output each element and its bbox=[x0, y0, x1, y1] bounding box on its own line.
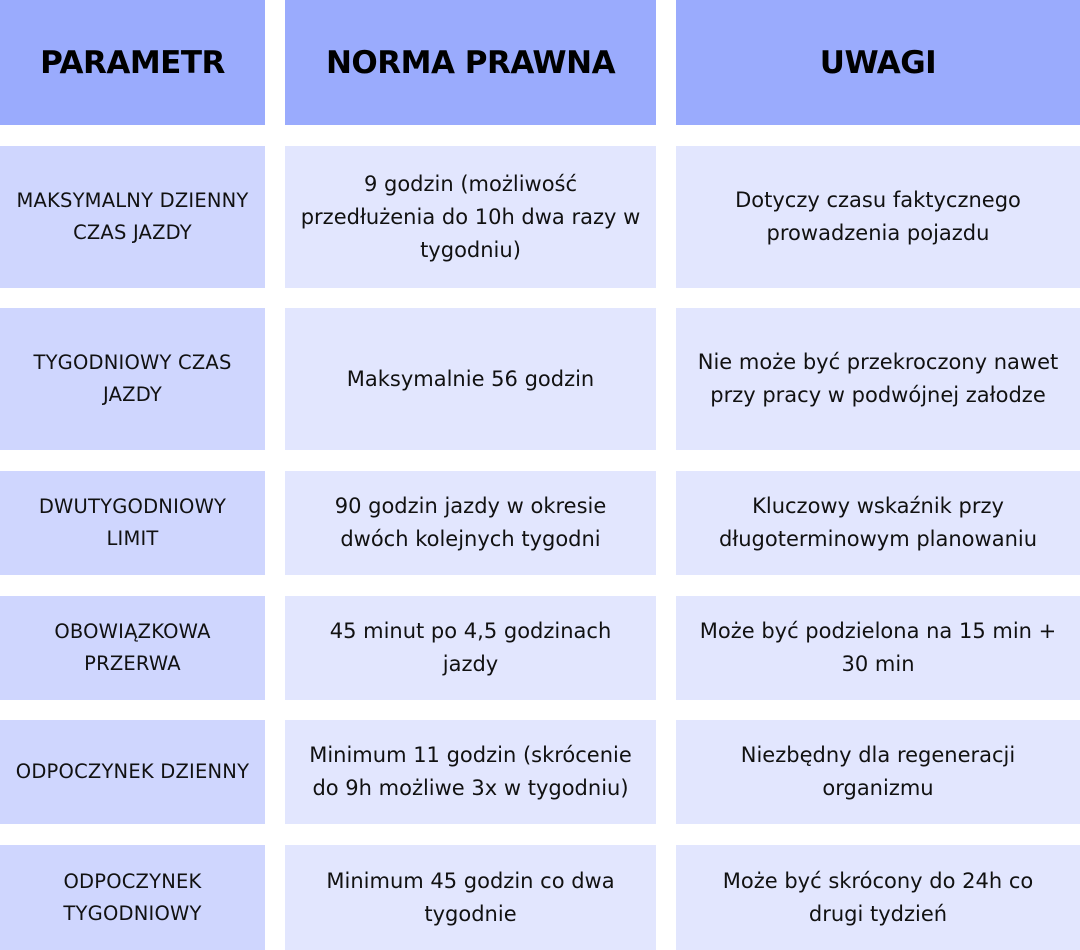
notes-text: Może być podzielona na 15 min + 30 min bbox=[699, 619, 1057, 676]
parameter-label: ODPOCZYNEK DZIENNY bbox=[15, 760, 250, 783]
notes-text: Dotyczy czasu faktycznego prowadzenia pojazdu bbox=[735, 188, 1021, 245]
norm-text: Minimum 11 godzin (skrócenie do 9h możliwe 3x w tygodniu) bbox=[309, 743, 632, 800]
norm-cell bbox=[285, 146, 656, 288]
notes-text: Kluczowy wskaźnik przy długoterminowym planowaniu bbox=[718, 494, 1038, 551]
parameter-cell bbox=[0, 596, 265, 700]
norm-cell bbox=[285, 596, 656, 700]
notes-cell bbox=[676, 596, 1080, 700]
notes-cell bbox=[676, 471, 1080, 575]
notes-text: Nie może być przekroczony nawet przy pracy w podwójnej załodze bbox=[697, 350, 1059, 407]
parameter-cell bbox=[0, 471, 265, 575]
column-header-notes bbox=[676, 0, 1080, 125]
norm-text: Maksymalnie 56 godzin bbox=[346, 366, 595, 391]
parameter-cell bbox=[0, 720, 265, 824]
norm-cell bbox=[285, 308, 656, 450]
parameter-label: DWUTYGODNIOWY LIMIT bbox=[38, 495, 227, 550]
norm-text: Minimum 45 godzin co dwa tygodnie bbox=[326, 868, 615, 926]
column-header-label: NORMA PRAWNA bbox=[325, 44, 616, 81]
notes-text: Niezbędny dla regeneracji organizmu bbox=[740, 743, 1016, 800]
notes-cell bbox=[676, 308, 1080, 450]
parameter-label: OBOWIĄZKOWA PRZERWA bbox=[54, 620, 211, 675]
column-header-label: UWAGI bbox=[819, 44, 937, 81]
parameter-label: ODPOCZYNEK TYGODNIOWY bbox=[63, 869, 202, 925]
column-header-label: PARAMETR bbox=[40, 44, 225, 81]
notes-cell bbox=[676, 845, 1080, 950]
norm-text: 45 minut po 4,5 godzinach jazdy bbox=[329, 619, 612, 676]
column-header-parameter bbox=[0, 0, 265, 125]
norm-cell bbox=[285, 720, 656, 824]
norm-cell bbox=[285, 845, 656, 950]
parameter-label: MAKSYMALNY DZIENNY CZAS JAZDY bbox=[16, 189, 249, 244]
notes-cell bbox=[676, 720, 1080, 824]
parameter-label: TYGODNIOWY CZAS JAZDY bbox=[33, 351, 232, 406]
norm-cell bbox=[285, 471, 656, 575]
parameter-cell bbox=[0, 308, 265, 450]
notes-text: Może być skrócony do 24h co drugi tydzień bbox=[722, 868, 1034, 926]
notes-cell bbox=[676, 146, 1080, 288]
parameter-cell bbox=[0, 146, 265, 288]
column-header-legal-norm bbox=[285, 0, 656, 125]
parameter-cell bbox=[0, 845, 265, 950]
norm-text: 90 godzin jazdy w okresie dwóch kolejnych tygodni bbox=[334, 494, 607, 551]
norm-text: 9 godzin (możliwość przedłużenia do 10h dwa razy w tygodniu) bbox=[300, 171, 641, 262]
